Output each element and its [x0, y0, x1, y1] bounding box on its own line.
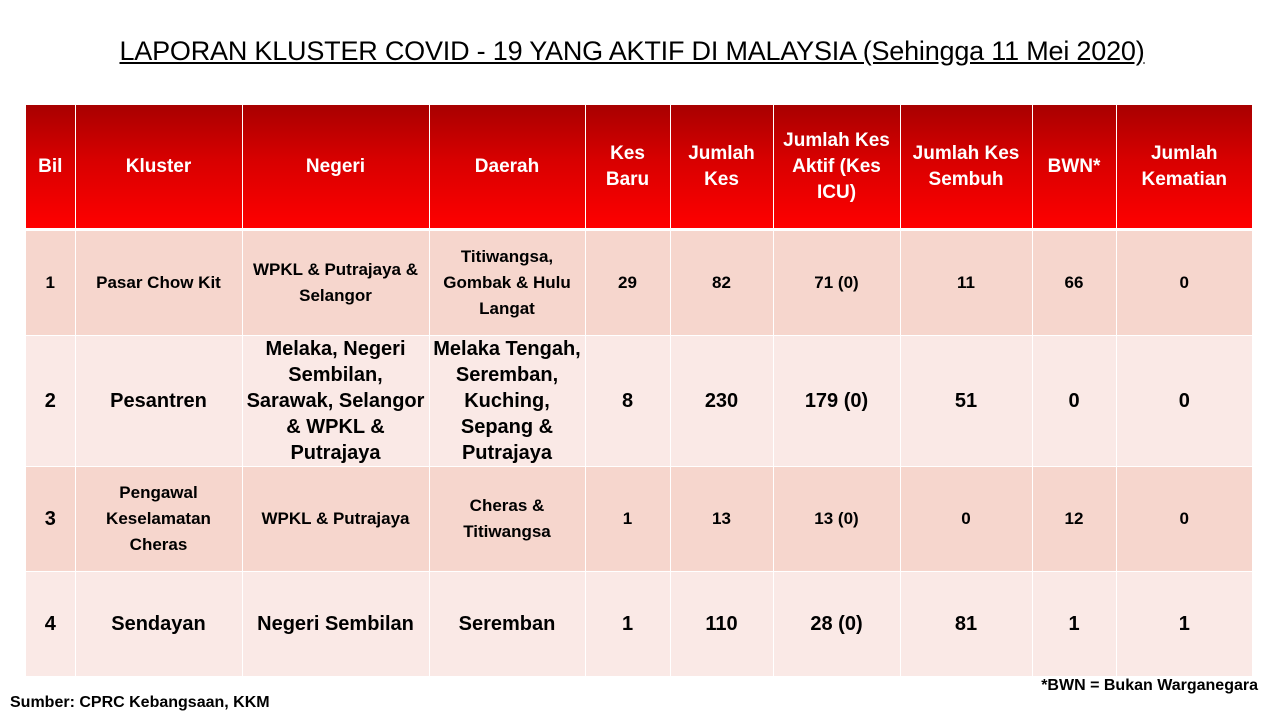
cell-bwn: 1	[1032, 572, 1116, 677]
bwn-footnote: *BWN = Bukan Warganegara	[1041, 677, 1258, 694]
cell-bil: 1	[26, 230, 75, 336]
cell-jumlah-kes-sembuh: 51	[900, 336, 1032, 467]
cell-kluster: Pengawal Keselamatan Cheras	[75, 467, 242, 572]
cell-bil: 4	[26, 572, 75, 677]
header-kes-baru: Kes Baru	[585, 105, 670, 230]
cell-jumlah-kes-aktif: 71 (0)	[773, 230, 900, 336]
header-jumlah-kes-sembuh: Jumlah Kes Sembuh	[900, 105, 1032, 230]
cell-kes-baru: 1	[585, 467, 670, 572]
header-daerah: Daerah	[429, 105, 585, 230]
cell-jumlah-kes-aktif: 179 (0)	[773, 336, 900, 467]
cell-kes-baru: 8	[585, 336, 670, 467]
cell-jumlah-kes-aktif: 28 (0)	[773, 572, 900, 677]
cell-negeri: WPKL & Putrajaya	[242, 467, 429, 572]
table-row	[26, 336, 1252, 467]
report-title: LAPORAN KLUSTER COVID - 19 YANG AKTIF DI MALAYSIA (Sehingga 11 Mei 2020)	[119, 36, 1145, 66]
cell-daerah: Seremban	[429, 572, 585, 677]
cell-jumlah-kes: 230	[670, 336, 773, 467]
header-bwn: BWN*	[1032, 105, 1116, 230]
cell-jumlah-kes-aktif: 13 (0)	[773, 467, 900, 572]
header-bil: Bil	[26, 105, 75, 230]
cell-bil: 3	[26, 467, 75, 572]
cell-bil: 2	[26, 336, 75, 467]
table-row	[26, 572, 1252, 677]
cell-daerah: Cheras & Titiwangsa	[429, 467, 585, 572]
cell-jumlah-kes: 82	[670, 230, 773, 336]
cell-jumlah-kematian: 0	[1116, 336, 1252, 467]
cell-jumlah-kes-sembuh: 81	[900, 572, 1032, 677]
cell-bwn: 0	[1032, 336, 1116, 467]
header-kluster: Kluster	[75, 105, 242, 230]
table-header-row	[26, 105, 1252, 230]
cell-jumlah-kematian: 0	[1116, 467, 1252, 572]
table-row	[26, 230, 1252, 336]
cell-bwn: 12	[1032, 467, 1116, 572]
cell-negeri: WPKL & Putrajaya & Selangor	[242, 230, 429, 336]
header-jumlah-kes-aktif: Jumlah Kes Aktif (Kes ICU)	[773, 105, 900, 230]
source-note: Sumber: CPRC Kebangsaan, KKM	[10, 694, 270, 711]
cell-jumlah-kes: 110	[670, 572, 773, 677]
cell-bwn: 66	[1032, 230, 1116, 336]
cell-jumlah-kes: 13	[670, 467, 773, 572]
cell-negeri: Negeri Sembilan	[242, 572, 429, 677]
cell-negeri: Melaka, Negeri Sembilan, Sarawak, Selangor & WPKL & Putrajaya	[242, 336, 429, 467]
cell-kes-baru: 1	[585, 572, 670, 677]
cell-daerah: Melaka Tengah, Seremban, Kuching, Sepang & Putrajaya	[429, 336, 585, 467]
cell-jumlah-kes-sembuh: 0	[900, 467, 1032, 572]
header-negeri: Negeri	[242, 105, 429, 230]
cell-kluster: Sendayan	[75, 572, 242, 677]
cell-daerah: Titiwangsa, Gombak & Hulu Langat	[429, 230, 585, 336]
cell-jumlah-kematian: 1	[1116, 572, 1252, 677]
header-jumlah-kes: Jumlah Kes	[670, 105, 773, 230]
cell-kluster: Pesantren	[75, 336, 242, 467]
cluster-table	[26, 105, 1252, 676]
cell-kluster: Pasar Chow Kit	[75, 230, 242, 336]
table-row	[26, 467, 1252, 572]
cell-kes-baru: 29	[585, 230, 670, 336]
cell-jumlah-kematian: 0	[1116, 230, 1252, 336]
cell-jumlah-kes-sembuh: 11	[900, 230, 1032, 336]
header-jumlah-kematian: Jumlah Kematian	[1116, 105, 1252, 230]
